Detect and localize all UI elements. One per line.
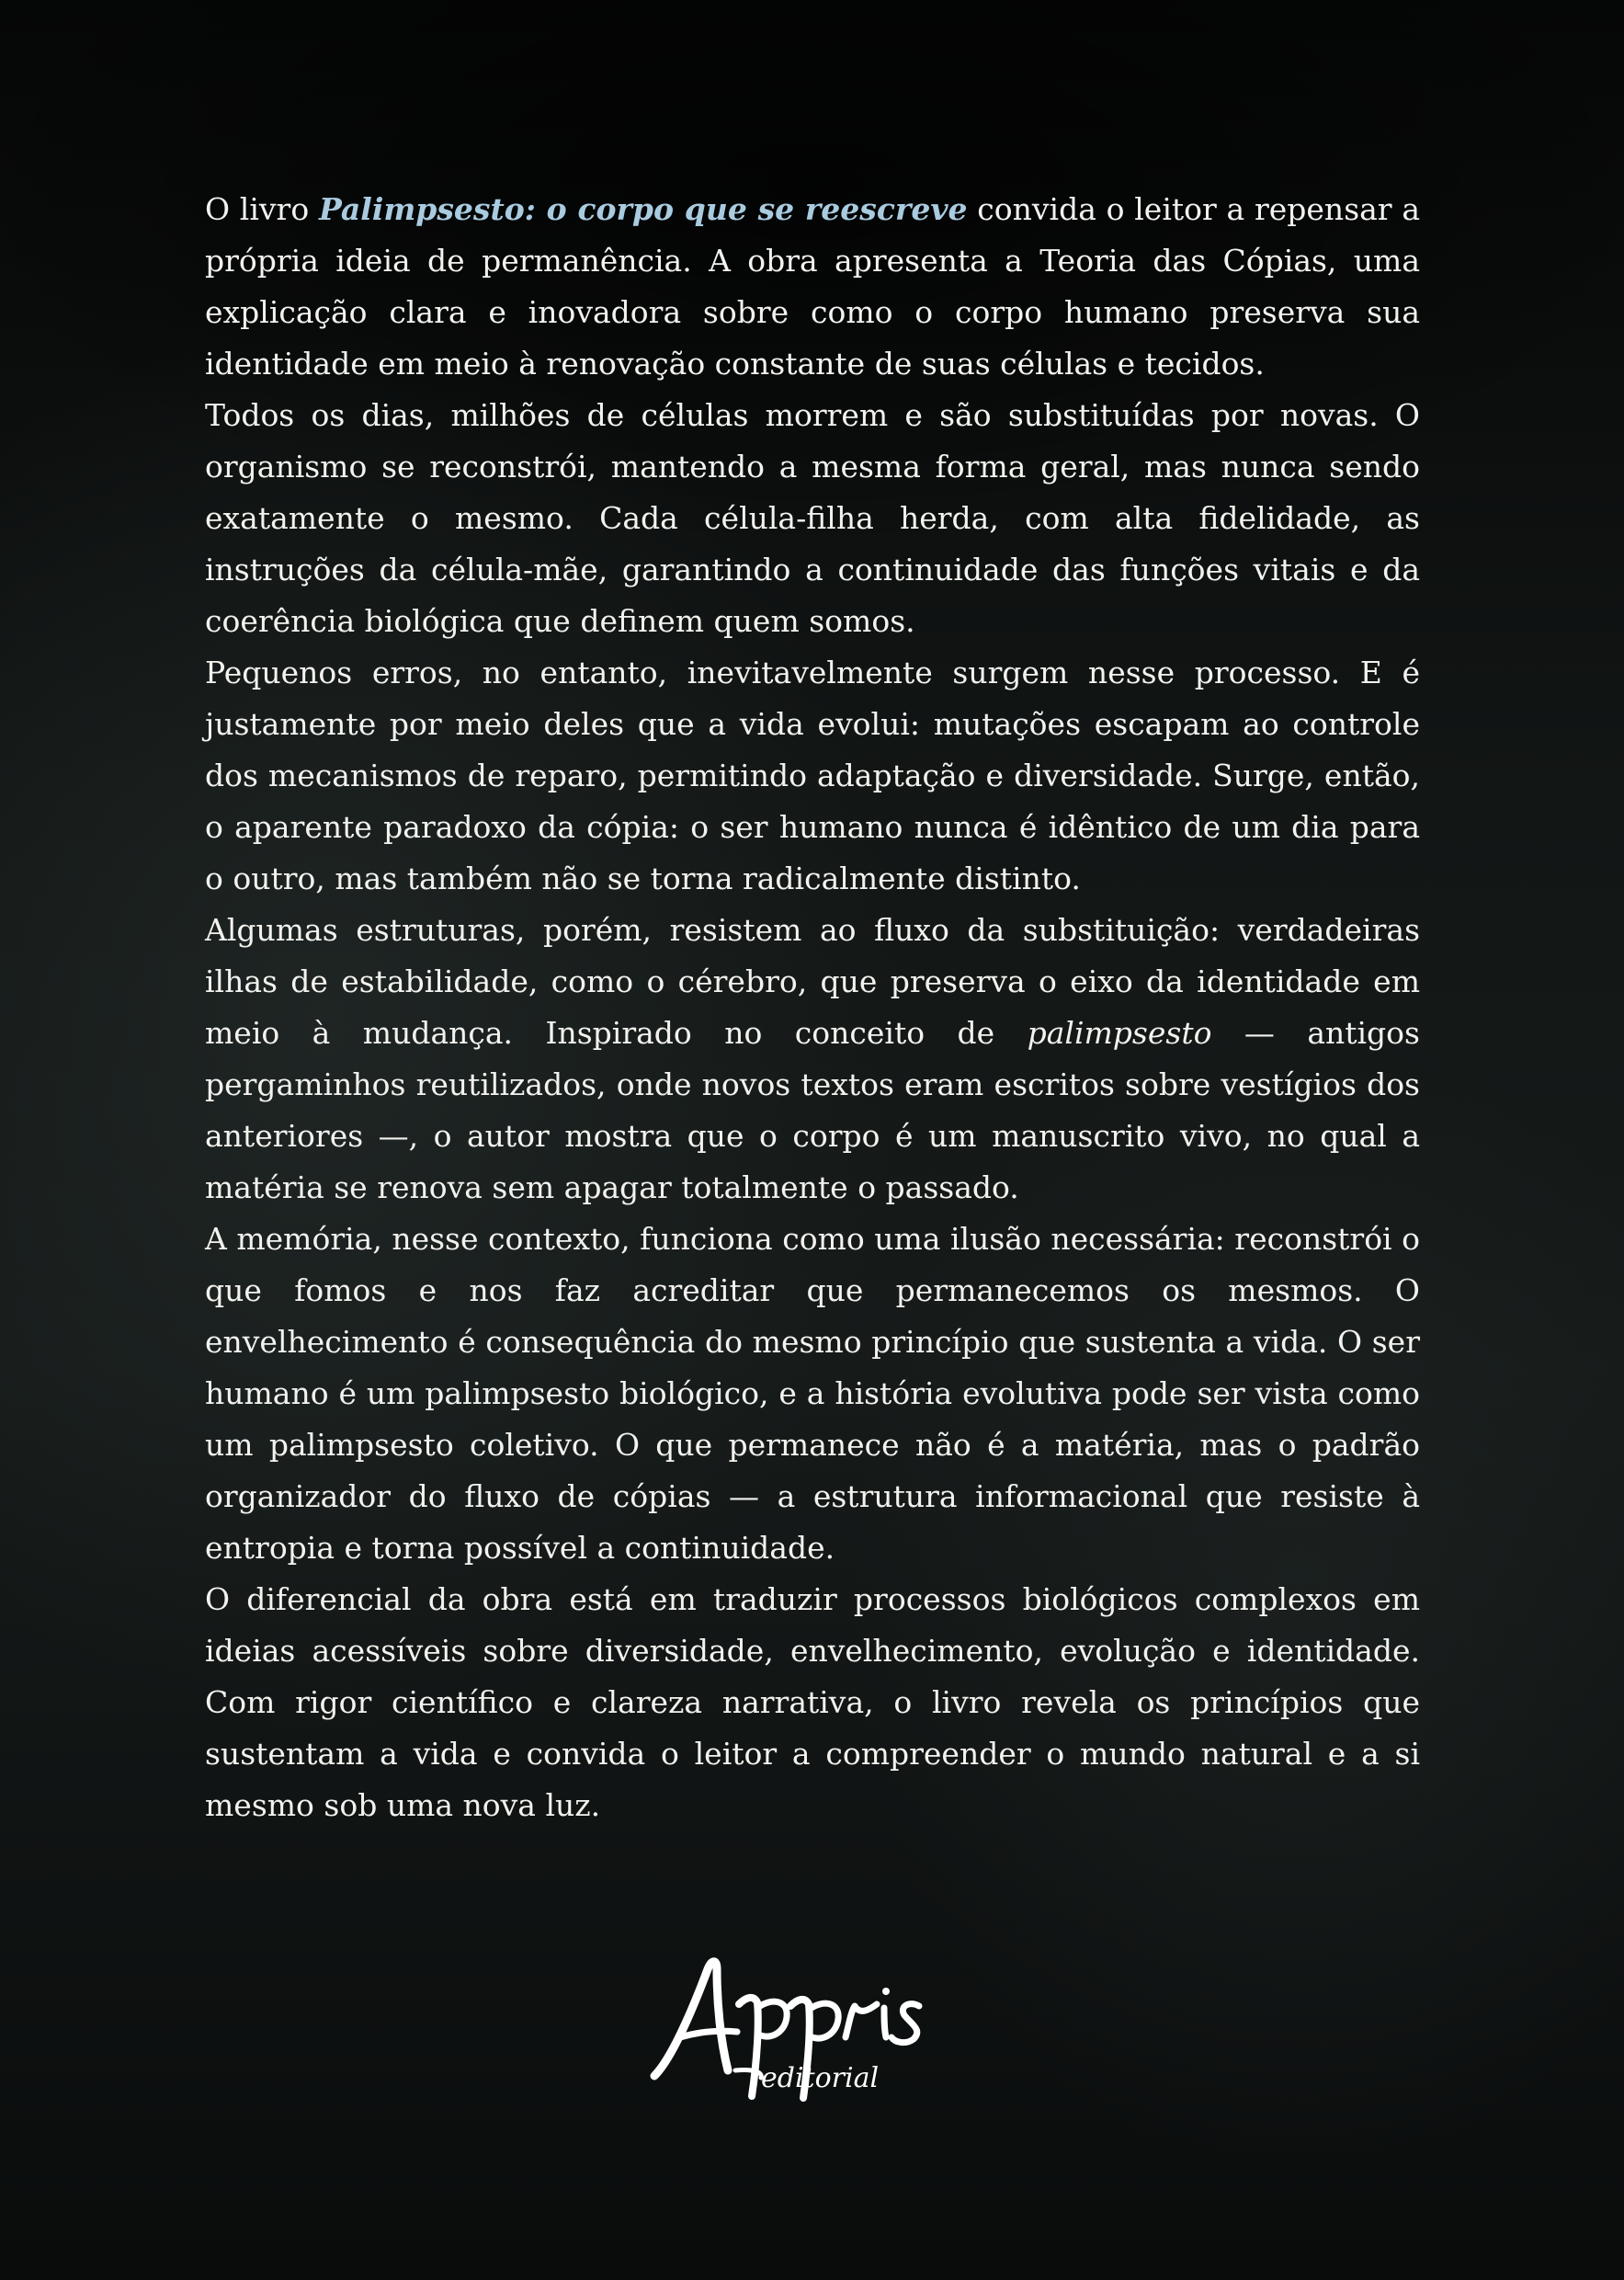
blurb-paragraph-1: [205, 184, 1420, 390]
back-cover-blurb: [205, 184, 1420, 1831]
blurb-p4-rest: — antigos pergaminhos reutilizados, onde novos textos eram escritos sobre vestígios dos anteriores —, o autor mostra que o corpo é um manuscrito vivo, no qual a matéria se renova sem apagar totalmente o passado.: [205, 1015, 1420, 1205]
palimpsesto-term: palimpsesto: [1027, 1015, 1212, 1051]
blurb-p1-rest: convida o leitor a repensar a própria ideia de permanência. A obra apresenta a Teoria das Cópias, uma explicação clara e inovadora sobre como o corpo humano preserva sua identidade em meio à renovação constante de suas células e tecidos.: [205, 191, 1421, 382]
logo-subtitle: editorial: [761, 2062, 880, 2094]
blurb-paragraph-2: Todos os dias, milhões de células morrem e são substituídas por novas. O organismo se reconstrói, mantendo a mesma forma geral, mas nunca sendo exatamente o mesmo. Cada célula-filha herda, com alta fidelidade, as instruções da célula-mãe, garantindo a continuidade das funções vitais e da coerência biológica que definem quem somos.: [205, 397, 1420, 639]
appris-editorial-logo: [643, 1949, 974, 2105]
book-title: Palimpsesto: o corpo que se reescreve: [318, 191, 968, 227]
blurb-paragraph-5: A memória, nesse contexto, funciona como uma ilusão necessária: reconstrói o que fomos e nos faz acreditar que permanecemos os mesmos. O envelhecimento é consequência do mesmo princípio que sustenta a vida. O ser humano é um palimpsesto biológico, e a história evolutiva pode ser vista como um palimpsesto coletivo. O que permanece não é a matéria, mas o padrão organizador do fluxo de cópias — a estrutura informacional que resiste à entropia e torna possível a continuidade.: [205, 1221, 1420, 1566]
blurb-paragraph-3: Pequenos erros, no entanto, inevitavelmente surgem nesse processo. E é justamente por meio deles que a vida evolui: mutações escapam ao controle dos mecanismos de reparo, permitindo adaptação e diversidade. Surge, então, o aparente paradoxo da cópia: o ser humano nunca é idêntico de um dia para o outro, mas também não se torna radicalmente distinto.: [205, 655, 1420, 896]
blurb-paragraph-4: [205, 905, 1420, 1214]
blurb-p1-intro: O livro: [205, 191, 319, 227]
blurb-p4-intro: Algumas estruturas, porém, resistem ao fluxo da substituição: verdadeiras ilhas de estabilidade, como o cérebro, que preserva o eixo da identidade em meio à mudança. Inspirado no conceito de: [205, 912, 1420, 1051]
blurb-paragraph-6: O diferencial da obra está em traduzir processos biológicos complexos em ideias acessíveis sobre diversidade, envelhecimento, evolução e identidade. Com rigor científico e clareza narrativa, o livro revela os princípios que sustentam a vida e convida o leitor a compreender o mundo natural e a si mesmo sob uma nova luz.: [205, 1581, 1420, 1823]
appris-logo-icon: [643, 1949, 974, 2105]
